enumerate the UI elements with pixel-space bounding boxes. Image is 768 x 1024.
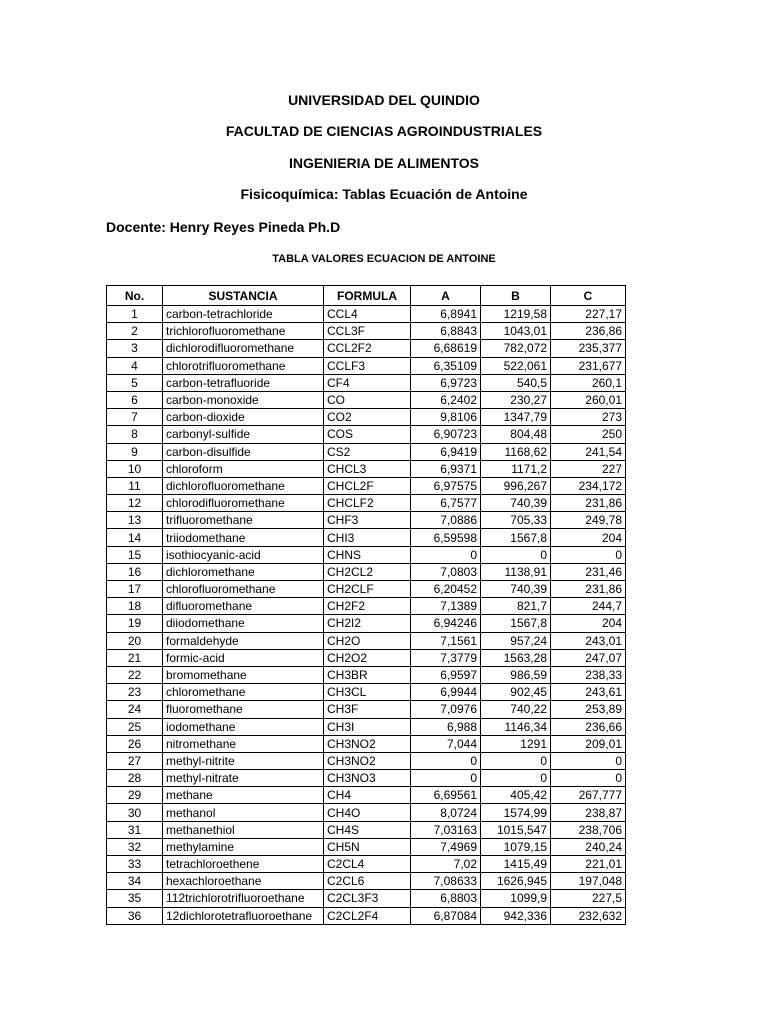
cell-formula: C2CL6	[324, 873, 411, 890]
table-row	[107, 770, 626, 787]
cell-no: 23	[107, 684, 163, 701]
cell-b: 740,39	[481, 581, 551, 598]
cell-a: 0	[411, 770, 481, 787]
cell-c: 0	[551, 752, 626, 769]
cell-substance: 112trichlorotrifluoroethane	[163, 890, 324, 907]
cell-substance: carbon-disulfide	[163, 443, 324, 460]
table-row	[107, 752, 626, 769]
table-row	[107, 718, 626, 735]
cell-formula: CH2I2	[324, 615, 411, 632]
table-row	[107, 529, 626, 546]
cell-no: 17	[107, 581, 163, 598]
cell-substance: chlorofluoromethane	[163, 581, 324, 598]
cell-b: 1168,62	[481, 443, 551, 460]
cell-substance: methyl-nitrate	[163, 770, 324, 787]
cell-substance: carbon-tetrafluoride	[163, 374, 324, 391]
cell-a: 6,9371	[411, 460, 481, 477]
cell-formula: CS2	[324, 443, 411, 460]
cell-a: 0	[411, 752, 481, 769]
cell-a: 6,9944	[411, 684, 481, 701]
cell-substance: tetrachloroethene	[163, 856, 324, 873]
cell-a: 7,3779	[411, 649, 481, 666]
cell-substance: difluoromethane	[163, 598, 324, 615]
table-row	[107, 443, 626, 460]
cell-no: 19	[107, 615, 163, 632]
cell-c: 209,01	[551, 735, 626, 752]
cell-b: 1015,547	[481, 821, 551, 838]
cell-formula: C2CL3F3	[324, 890, 411, 907]
cell-c: 238,706	[551, 821, 626, 838]
cell-b: 1626,945	[481, 873, 551, 890]
cell-c: 0	[551, 546, 626, 563]
cell-c: 247,07	[551, 649, 626, 666]
cell-substance: 12dichlorotetrafluoroethane	[163, 907, 324, 924]
cell-no: 26	[107, 735, 163, 752]
cell-a: 7,0803	[411, 563, 481, 580]
cell-formula: CHF3	[324, 512, 411, 529]
cell-substance: hexachloroethane	[163, 873, 324, 890]
cell-substance: iodomethane	[163, 718, 324, 735]
table-body	[107, 306, 626, 925]
cell-no: 29	[107, 787, 163, 804]
cell-formula: CH3CL	[324, 684, 411, 701]
table-row	[107, 615, 626, 632]
cell-formula: CH2O	[324, 632, 411, 649]
table-row	[107, 890, 626, 907]
cell-formula: CH2CL2	[324, 563, 411, 580]
cell-substance: formic-acid	[163, 649, 324, 666]
cell-a: 6,87084	[411, 907, 481, 924]
cell-formula: CH3BR	[324, 666, 411, 683]
cell-no: 30	[107, 804, 163, 821]
cell-no: 13	[107, 512, 163, 529]
cell-no: 35	[107, 890, 163, 907]
table-row	[107, 907, 626, 924]
cell-a: 6,9597	[411, 666, 481, 683]
table-row	[107, 374, 626, 391]
cell-c: 231,86	[551, 495, 626, 512]
cell-formula: C2CL2F4	[324, 907, 411, 924]
table-row	[107, 306, 626, 323]
cell-substance: bromomethane	[163, 666, 324, 683]
cell-b: 740,39	[481, 495, 551, 512]
cell-b: 1291	[481, 735, 551, 752]
cell-b: 740,22	[481, 701, 551, 718]
cell-b: 540,5	[481, 374, 551, 391]
program-title: INGENIERIA DE ALIMENTOS	[288, 155, 480, 171]
table-row	[107, 666, 626, 683]
table-row	[107, 649, 626, 666]
cell-c: 238,87	[551, 804, 626, 821]
table-row	[107, 460, 626, 477]
cell-a: 6,2402	[411, 391, 481, 408]
cell-formula: CCL4	[324, 306, 411, 323]
cell-formula: CH4	[324, 787, 411, 804]
cell-no: 25	[107, 718, 163, 735]
course-title: Fisicoquímica: Tablas Ecuación de Antoine	[240, 186, 528, 202]
cell-substance: trifluoromethane	[163, 512, 324, 529]
cell-formula: COS	[324, 426, 411, 443]
cell-no: 10	[107, 460, 163, 477]
cell-c: 221,01	[551, 856, 626, 873]
cell-substance: trichlorofluoromethane	[163, 323, 324, 340]
cell-c: 267,777	[551, 787, 626, 804]
cell-b: 230,27	[481, 391, 551, 408]
cell-no: 7	[107, 409, 163, 426]
cell-a: 6,90723	[411, 426, 481, 443]
cell-substance: methane	[163, 787, 324, 804]
table-row	[107, 409, 626, 426]
cell-c: 232,632	[551, 907, 626, 924]
cell-substance: formaldehyde	[163, 632, 324, 649]
cell-a: 6,988	[411, 718, 481, 735]
cell-substance: methyl-nitrite	[163, 752, 324, 769]
cell-b: 821,7	[481, 598, 551, 615]
cell-c: 250	[551, 426, 626, 443]
table-row	[107, 391, 626, 408]
column-header-no: No.	[107, 286, 163, 306]
teacher-line: Docente: Henry Reyes Pineda Ph.D	[106, 219, 341, 235]
table-row	[107, 684, 626, 701]
cell-b: 902,45	[481, 684, 551, 701]
cell-c: 231,677	[551, 357, 626, 374]
column-header-substance: SUSTANCIA	[163, 286, 324, 306]
cell-a: 7,08633	[411, 873, 481, 890]
cell-substance: carbon-dioxide	[163, 409, 324, 426]
cell-c: 227	[551, 460, 626, 477]
cell-substance: chlorotrifluoromethane	[163, 357, 324, 374]
cell-b: 1079,15	[481, 838, 551, 855]
cell-c: 235,377	[551, 340, 626, 357]
university-title: UNIVERSIDAD DEL QUINDIO	[288, 92, 480, 108]
column-header-formula: FORMULA	[324, 286, 411, 306]
cell-substance: carbonyl-sulfide	[163, 426, 324, 443]
cell-b: 996,267	[481, 477, 551, 494]
cell-c: 273	[551, 409, 626, 426]
cell-formula: CH4O	[324, 804, 411, 821]
cell-no: 31	[107, 821, 163, 838]
cell-a: 6,9723	[411, 374, 481, 391]
cell-substance: chloromethane	[163, 684, 324, 701]
cell-c: 0	[551, 770, 626, 787]
column-header-c: C	[551, 286, 626, 306]
cell-substance: methylamine	[163, 838, 324, 855]
table-row	[107, 495, 626, 512]
cell-no: 14	[107, 529, 163, 546]
cell-a: 7,4969	[411, 838, 481, 855]
cell-b: 0	[481, 752, 551, 769]
cell-no: 5	[107, 374, 163, 391]
cell-formula: CHI3	[324, 529, 411, 546]
cell-substance: carbon-monoxide	[163, 391, 324, 408]
table-row	[107, 563, 626, 580]
cell-substance: nitromethane	[163, 735, 324, 752]
cell-c: 243,61	[551, 684, 626, 701]
cell-substance: methanethiol	[163, 821, 324, 838]
cell-no: 4	[107, 357, 163, 374]
cell-b: 1347,79	[481, 409, 551, 426]
cell-a: 6,7577	[411, 495, 481, 512]
table-row	[107, 426, 626, 443]
faculty-title: FACULTAD DE CIENCIAS AGROINDUSTRIALES	[225, 123, 543, 139]
cell-no: 11	[107, 477, 163, 494]
cell-c: 236,86	[551, 323, 626, 340]
cell-substance: fluoromethane	[163, 701, 324, 718]
column-header-b: B	[481, 286, 551, 306]
cell-no: 22	[107, 666, 163, 683]
cell-formula: CCL2F2	[324, 340, 411, 357]
cell-formula: CH2F2	[324, 598, 411, 615]
cell-no: 27	[107, 752, 163, 769]
cell-formula: C2CL4	[324, 856, 411, 873]
table-row	[107, 477, 626, 494]
cell-a: 6,8941	[411, 306, 481, 323]
cell-no: 3	[107, 340, 163, 357]
cell-b: 1043,01	[481, 323, 551, 340]
cell-c: 234,172	[551, 477, 626, 494]
cell-formula: CH3I	[324, 718, 411, 735]
cell-a: 6,20452	[411, 581, 481, 598]
cell-no: 9	[107, 443, 163, 460]
table-row	[107, 581, 626, 598]
cell-no: 32	[107, 838, 163, 855]
antoine-table	[106, 285, 626, 925]
table-row	[107, 512, 626, 529]
table-title: TABLA VALORES ECUACION DE ANTOINE	[272, 253, 496, 265]
cell-no: 34	[107, 873, 163, 890]
cell-c: 253,89	[551, 701, 626, 718]
cell-formula: CO2	[324, 409, 411, 426]
cell-a: 6,94246	[411, 615, 481, 632]
column-header-a: A	[411, 286, 481, 306]
cell-a: 7,1389	[411, 598, 481, 615]
cell-c: 227,17	[551, 306, 626, 323]
cell-a: 6,59598	[411, 529, 481, 546]
cell-no: 18	[107, 598, 163, 615]
cell-b: 782,072	[481, 340, 551, 357]
cell-a: 6,97575	[411, 477, 481, 494]
cell-c: 197,048	[551, 873, 626, 890]
cell-a: 7,1561	[411, 632, 481, 649]
cell-b: 1574,99	[481, 804, 551, 821]
cell-a: 7,0976	[411, 701, 481, 718]
cell-no: 21	[107, 649, 163, 666]
cell-c: 241,54	[551, 443, 626, 460]
cell-a: 7,03163	[411, 821, 481, 838]
cell-b: 1099,9	[481, 890, 551, 907]
cell-b: 942,336	[481, 907, 551, 924]
cell-a: 8,0724	[411, 804, 481, 821]
cell-formula: CH3F	[324, 701, 411, 718]
cell-formula: CH3NO2	[324, 735, 411, 752]
table-row	[107, 873, 626, 890]
cell-b: 1219,58	[481, 306, 551, 323]
cell-formula: CHCL3	[324, 460, 411, 477]
cell-formula: CH4S	[324, 821, 411, 838]
cell-c: 260,1	[551, 374, 626, 391]
cell-c: 204	[551, 529, 626, 546]
cell-b: 0	[481, 770, 551, 787]
cell-a: 9,8106	[411, 409, 481, 426]
cell-formula: CH3NO3	[324, 770, 411, 787]
cell-substance: methanol	[163, 804, 324, 821]
cell-no: 15	[107, 546, 163, 563]
cell-no: 28	[107, 770, 163, 787]
cell-a: 7,0886	[411, 512, 481, 529]
table-row	[107, 821, 626, 838]
cell-c: 204	[551, 615, 626, 632]
table-row	[107, 598, 626, 615]
cell-no: 20	[107, 632, 163, 649]
cell-substance: dichlorodifluoromethane	[163, 340, 324, 357]
cell-b: 1563,28	[481, 649, 551, 666]
cell-c: 260,01	[551, 391, 626, 408]
table-row	[107, 632, 626, 649]
table-row	[107, 838, 626, 855]
cell-c: 231,86	[551, 581, 626, 598]
cell-formula: CF4	[324, 374, 411, 391]
cell-c: 231,46	[551, 563, 626, 580]
cell-substance: carbon-tetrachloride	[163, 306, 324, 323]
table-row	[107, 735, 626, 752]
cell-b: 1171,2	[481, 460, 551, 477]
cell-a: 6,68619	[411, 340, 481, 357]
cell-formula: CHNS	[324, 546, 411, 563]
cell-substance: dichloromethane	[163, 563, 324, 580]
cell-formula: CO	[324, 391, 411, 408]
cell-c: 240,24	[551, 838, 626, 855]
cell-a: 6,8843	[411, 323, 481, 340]
cell-substance: chlorodifluoromethane	[163, 495, 324, 512]
cell-no: 12	[107, 495, 163, 512]
cell-formula: CH2CLF	[324, 581, 411, 598]
table-row	[107, 357, 626, 374]
cell-formula: CH3NO2	[324, 752, 411, 769]
cell-no: 6	[107, 391, 163, 408]
cell-b: 1567,8	[481, 615, 551, 632]
cell-no: 8	[107, 426, 163, 443]
cell-formula: CHCLF2	[324, 495, 411, 512]
table-row	[107, 340, 626, 357]
cell-formula: CHCL2F	[324, 477, 411, 494]
cell-substance: dichlorofluoromethane	[163, 477, 324, 494]
cell-b: 705,33	[481, 512, 551, 529]
cell-b: 0	[481, 546, 551, 563]
cell-no: 36	[107, 907, 163, 924]
cell-b: 1415,49	[481, 856, 551, 873]
cell-b: 986,59	[481, 666, 551, 683]
cell-a: 6,35109	[411, 357, 481, 374]
cell-c: 227,5	[551, 890, 626, 907]
cell-c: 238,33	[551, 666, 626, 683]
cell-substance: isothiocyanic-acid	[163, 546, 324, 563]
cell-formula: CCL3F	[324, 323, 411, 340]
cell-no: 2	[107, 323, 163, 340]
cell-b: 1146,34	[481, 718, 551, 735]
cell-c: 249,78	[551, 512, 626, 529]
table-header-row	[107, 286, 626, 306]
cell-formula: CCLF3	[324, 357, 411, 374]
cell-b: 957,24	[481, 632, 551, 649]
table-row	[107, 787, 626, 804]
cell-b: 405,42	[481, 787, 551, 804]
table-row	[107, 856, 626, 873]
cell-c: 243,01	[551, 632, 626, 649]
table-row	[107, 701, 626, 718]
cell-no: 33	[107, 856, 163, 873]
cell-a: 0	[411, 546, 481, 563]
cell-substance: chloroform	[163, 460, 324, 477]
cell-no: 1	[107, 306, 163, 323]
cell-b: 522,061	[481, 357, 551, 374]
cell-b: 1138,91	[481, 563, 551, 580]
cell-a: 7,02	[411, 856, 481, 873]
table-row	[107, 804, 626, 821]
cell-no: 24	[107, 701, 163, 718]
cell-formula: CH5N	[324, 838, 411, 855]
cell-formula: CH2O2	[324, 649, 411, 666]
cell-substance: triiodomethane	[163, 529, 324, 546]
table-row	[107, 546, 626, 563]
cell-c: 244,7	[551, 598, 626, 615]
cell-a: 6,8803	[411, 890, 481, 907]
cell-a: 7,044	[411, 735, 481, 752]
cell-no: 16	[107, 563, 163, 580]
table-row	[107, 323, 626, 340]
cell-c: 236,66	[551, 718, 626, 735]
cell-a: 6,69561	[411, 787, 481, 804]
cell-b: 1567,8	[481, 529, 551, 546]
cell-b: 804,48	[481, 426, 551, 443]
cell-substance: diiodomethane	[163, 615, 324, 632]
cell-a: 6,9419	[411, 443, 481, 460]
